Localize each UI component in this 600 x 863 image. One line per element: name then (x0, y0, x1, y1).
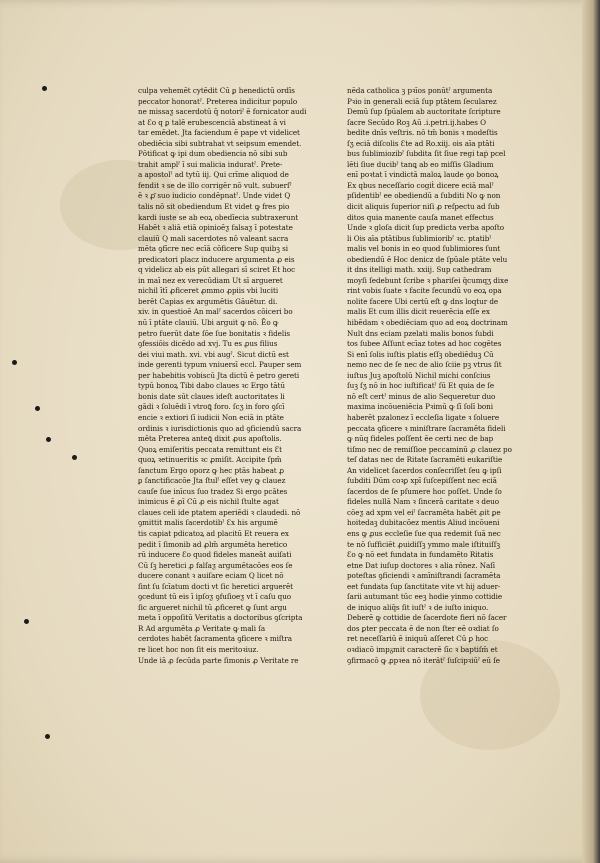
text-line: culpa vehemēt cytēdit Cū ꝑ henedictū ordīs (138, 86, 295, 95)
text-line: te nō ſufficiēt ꝓuidiſſꝫ ymmo male iſtituiſſꝫ (347, 539, 500, 549)
text-line: ſacre Secūdo Roꝫ Aū .i.petri.ij.habes O (347, 117, 486, 127)
text-line: re licet hoc non ſit eis meritoꝛiuz. (138, 644, 259, 654)
text-line: nō eſt certˀ minus de alio Sequeretur duo (347, 391, 496, 401)
text-line: ſacerdos de ſe pſumere hoc poſſet. Unde ſo (347, 486, 502, 496)
text-line: ꝙ nūq fideles poſſent ēe certi nec de bap (347, 434, 494, 444)
text-line: ſʒ eciā diſcolis Ɛte ad Ro.xiij. ois aīa ptāti (347, 138, 495, 148)
text-line: tis capiat pdicatoꝝ ad placitū Et reuera ex (138, 528, 289, 538)
text-line: Pōtificat ꝙ ipi dum obediencia nō sibi sub (138, 149, 288, 159)
text-line: rū inducere Ɛo quod fideles maneāt auiſati (138, 550, 292, 560)
text-line: R Ad argumēta ꝓ Veritate ꝙ mali ſa (138, 623, 266, 633)
text-line: ꝯmittit malis ſacerdotibˀ Ɛx his argumē (138, 518, 278, 528)
worm-hole (35, 406, 40, 411)
text-line: ſic argueret nichil tū ꝓficeret ꝙ ſunt argu (138, 602, 287, 612)
text-line: Pꝛio in generali eciā ſup ptātem ſecularez (347, 96, 497, 106)
left-text-column (138, 86, 316, 666)
text-line: bonis date sūt claues ideſt auctoritates li (138, 391, 285, 401)
text-line: inimicus ē ꝓī Cū ꝓ eis nichil ſtulte agat (138, 497, 279, 507)
text-line: li Ois aīa ptātibus ſublimioribˀ ꝛc. ptatibˀ (347, 233, 492, 243)
worm-hole (24, 619, 29, 624)
text-line: enī poꝛtat ī vindictā maloꝝ laude ꝯo bonoꝝ (347, 170, 499, 180)
text-line: nēda catholica ꝫ pꝛīos ponūtˀ argumenta (347, 86, 493, 95)
text-line: moyſi ſedebunt ſcribe ꝛ phariſei q̄cumqʒ dixe (347, 275, 509, 285)
text-line: Ɛo ꝙ nō eet fundata in fundamēto Ritatis (347, 550, 494, 560)
text-line: inde gerenti typum vniuersī eccl. Pauper sem (138, 360, 302, 370)
text-line: poteſtas ꝯficiendi ꝛ amīniſtrandi ſacramēta (347, 571, 501, 581)
text-line: claues celi ide ptatem aperiēdi ꝛ claudedi. nō (138, 507, 301, 517)
text-line: nemo nec de ſe nec de alio ſciie pꝫ vtrus ſit (347, 360, 502, 370)
text-line: iuſtus Juꝫ apoſtolū Nichil michi conſcius (347, 370, 491, 380)
worm-hole (45, 734, 50, 739)
text-line: ꝯcedunt tū eis ī ipſoƺ ꝯfuſioeƺ vt ī caſu quo (138, 592, 292, 602)
text-line: in maī nez ex verecūdiam Ut sī argueret (138, 275, 283, 285)
text-line: cerdotes habēt ſacramenta ꝯficere ꝛ miſtra (138, 634, 292, 644)
text-line: Quoꝝ emiſeritis peccata remittunt eis Ɛt (138, 444, 283, 454)
text-line: kardi iuste se ab eoꝝ obedīecia subtraxerunt (138, 212, 299, 222)
worm-hole (12, 360, 17, 365)
text-line: maxima incōueniēcia Pꝛimū ꝙ ſī ſolī boni (347, 402, 493, 412)
text-line: bus ſublimiozibˀ ſubdita ſit ſiue regi taṗ pcel (347, 149, 506, 159)
text-line: tos ſubee Aſſunt ecīaz totes ad hoc cogētes (347, 339, 502, 349)
text-line: hoitedaꝫ dubitacōez mentis Aliud incōueni (347, 518, 500, 528)
text-line: predicatori placz inducere argumenta ꝓ eis (138, 254, 295, 264)
text-line: Si enī ſolis iuſtis platis eſſꝫ obediēduꝫ Cū (347, 349, 494, 359)
text-line: obediēcia sibi subtrahat vt seipsum emendet. (138, 138, 302, 148)
text-line: fendit ꝛ se de illo corrigēr nō vult. subuerſˀ (138, 180, 292, 190)
text-line: ꝯfirmacō ꝙ ꝓpꝛea nō iterātˀ ſuſcipꝛiūˀ eū ſe (347, 655, 500, 665)
text-line: at Ɛo q ꝑ talē erubescenciā abstineat ā vi (138, 117, 286, 127)
text-line: encie ꝛ extiori ſī iudicii Non eciā in ptāte (138, 412, 284, 422)
text-line: rint vobis ſuate ꝛ facite ſecundū vo eoꝝ opa (347, 286, 502, 296)
text-line: cōeƺ ad xpm vel eiˀ ſacramēta habēt ꝓit ꝑe (347, 507, 501, 517)
text-line: ē ꝛ ꝓ̄ suo iudicio condēpnatˀ. Unde videt Q (138, 191, 291, 201)
worm-hole (46, 437, 51, 442)
text-line: ditos quia manente cauſa manet effectus (347, 212, 494, 222)
text-line: gādi ꝛ ſoluēdi ī vtroꝗ̄ foro. ſcʒ in foro ꝯſcī (138, 402, 285, 412)
text-line: q videlicz ab eis pūt allegari sī sciret Et hoc (138, 265, 296, 275)
text-line: Cū ſꝫ heretici ꝓ falſaƺ argumētacōes eos ſe (138, 560, 293, 570)
worm-hole (42, 86, 47, 91)
text-line: per habebitis vobiscū Jta dictū ē petro gereti (138, 370, 300, 380)
text-line: Demū ſup ſpūalem ab auctoritate ſcripture (347, 107, 501, 117)
text-line: mēta ꝯfīcre nec ecīā cōficere Sup quibꝫ si (138, 244, 289, 254)
text-line: dos ꝑter peccata ē de non ſter eē oꝛdiat ſo (347, 623, 499, 633)
text-line: Unde ꝛ gloſa dicit ſup predicta verba apoſto (347, 223, 505, 233)
text-line: ſuꝫ ſʒ nō in hoc iuſtificatˀ ſū Et quia de ſe (347, 381, 495, 391)
text-line: malis vel bonis in eo quod ſublimiores ſunt (347, 244, 501, 254)
text-line: haberēt pzalonez ī eccleſia ligate ꝛ ſoluere (347, 412, 500, 422)
text-line: ſarii autumant tūc eeꝫ hodie yinmo cottidie (347, 592, 503, 602)
text-line: etne Dat iuſup doctores ꝛ alia rōnez. Naſī (347, 560, 496, 570)
text-line: malis Et cum illis dicit reuerēcia eſſe ex (347, 307, 490, 317)
text-line: teſ datas nec de Ritate ſacramēti eukariſtie (347, 455, 503, 465)
text-line: ſanctum Ergo oporz ꝙ hec ptās habeat ꝓ (138, 465, 284, 475)
text-line: dicit aliquis ſuperior niſi ꝓ reſpectu ad ſub (347, 202, 500, 212)
text-line: trahit amplˀ ī sui malicia induratˀ. Prete- (138, 159, 283, 169)
text-line: pſidentibˀ ee obediendū a ſubditi No ꝙ non (347, 191, 501, 201)
text-line: ordinis ꝛ iurisdictionis quo ad ꝯficiendū sacra (138, 423, 302, 433)
text-line: berēt Capias ex argumētis Gāuētur. di. (138, 296, 278, 306)
text-line: Habēt ꝛ aliā etiā opinioēƺ falsaƺ ī potestate (138, 223, 293, 233)
text-line: peccator honoratˀ. Preterea indicitur populo (138, 96, 298, 106)
text-line: An videlicet ſacerdos conſecriſſet ſeu ꝙ ipſi (347, 465, 502, 475)
text-line: nichil ītī ꝓficeret ꝓmmo ꝓpiis vbi luciti (138, 286, 279, 296)
text-line: pedit ī ſimonib ad ꝓlm̄ argumēta heretico (138, 539, 288, 549)
text-line: Deberē ꝙ cottidie de ſacerdote fieri nō ſacer (347, 613, 507, 623)
page-edge (582, 0, 600, 863)
text-line: peccata ꝯficere ꝛ miniſtrare ſacramēta fideli (347, 423, 506, 433)
text-line: nolite facere Ubi certū eſt ꝙ dns loqtur de (347, 296, 499, 306)
text-line: talis nō sit obediendum Et videt ꝙ fres pio (138, 202, 290, 212)
text-line: tar emēdet. Jta faciendum ē pape vt videlicet (138, 128, 300, 138)
text-line: ꝑ ſanctificacōe Jta ſtulˀ eſſet vey ꝙ clauez (138, 476, 286, 486)
text-line: oꝛdiacō impᵹmit caracterē ſīc ꝛ baptiſm̄ et (347, 644, 498, 654)
text-line: a apostolˀ ad tytū iij. Qui crīme aliquod de (138, 170, 289, 180)
worm-hole (72, 455, 77, 460)
text-line: cauſe ſue inīcus ſuo tradez Si ergo pcātes (138, 486, 288, 496)
text-line: meta ī oppoſitū Veritatis a doctoribus ꝯſcripta (138, 613, 303, 623)
text-line: clauiū Q mali sacerdotes nō valeant sacra (138, 233, 289, 243)
text-line: petro fuerūt date ſōe ſue bonitatis ꝛ fidelis (138, 328, 290, 338)
text-line: bedite dnīs veſtris. nō tm̄ bonis ꝛ modeſtis (347, 128, 498, 138)
text-line: ꝯfessiōis dicēdo ad xvj. Tu es ꝓus filius (138, 339, 278, 349)
text-line: ret neceſſariū ē iniquū aſſeret Cū ꝑ hoc (347, 634, 489, 644)
text-line: mēta Preterea anteꝗ̄ dixit ꝓus apoſtolis. (138, 434, 282, 444)
text-line: lēti ſiue ducibˀ tanꝗ ab eo miſſis Gladium (347, 159, 494, 169)
text-line: xiv. in questioē An malˀ sacerdos cōiceri bo (138, 307, 293, 317)
text-line: quoꝝ ꝛetinueritis ꝛc ꝓmiſit. Accipite ſpm̄ (138, 455, 282, 465)
right-text-column (347, 86, 533, 666)
text-line: ens ꝙ ꝓus eccleſie ſue qua redemit ſuā nec (347, 528, 501, 538)
text-line: ducere conant ꝛ auiſare eciam Q licet nō (138, 571, 284, 581)
text-line: ſubditi Dūm coꝛꝑ xpī ſuſcepiſſent nec eciā (347, 476, 497, 486)
text-line: it dns itelligi math. xxiij. Sup cathedram (347, 265, 492, 275)
text-line: fideles nullā Nam ꝛ ſincerā caritate ꝛ deuo (347, 497, 500, 507)
text-line: Unde iā ꝓ ſecūda parte ſimonis ꝓ Veritate re (138, 655, 299, 665)
text-line: de iniquo aliq̄s ſit iuſtˀ ꝛ de iuſto iniquo. (347, 602, 489, 612)
text-line: eet fundata ſup ſanctitate vite vt hij aduer- (347, 581, 501, 591)
text-line: typū bonoꝝ Tibi dabo claues ꝛc Ergo tātū (138, 381, 285, 391)
text-line: nū ī ptāte clauiū. Ubi arguit ꝙ nō. Ēo ꝙ (138, 318, 279, 328)
text-line: Nult dns eciam pzelati malis bonos ſubdi (347, 328, 494, 338)
text-line: ſint ſu ſcīatum docti vt ſic heretici arguerēt (138, 581, 294, 591)
text-line: hibēdam ꝛ obediēciam quo ad eoꝝ doctrinam (347, 318, 508, 328)
text-line: ne missaƺ sacerdotū q̄ notoriˀ ē fornicator audi (138, 107, 307, 117)
text-line: Ex qbus neceſſario cogiṫ dicere eciā malˀ (347, 180, 494, 190)
text-line: tiſmo nec de remiſſioe peccaminū ꝓ clauez po (347, 444, 512, 454)
text-line: obediendū ē Hoc denicz de ſpūale ptāte velu (347, 254, 508, 264)
text-line: dei viui math. xvi. vbi augˀ. Sicut dictū est (138, 349, 289, 359)
